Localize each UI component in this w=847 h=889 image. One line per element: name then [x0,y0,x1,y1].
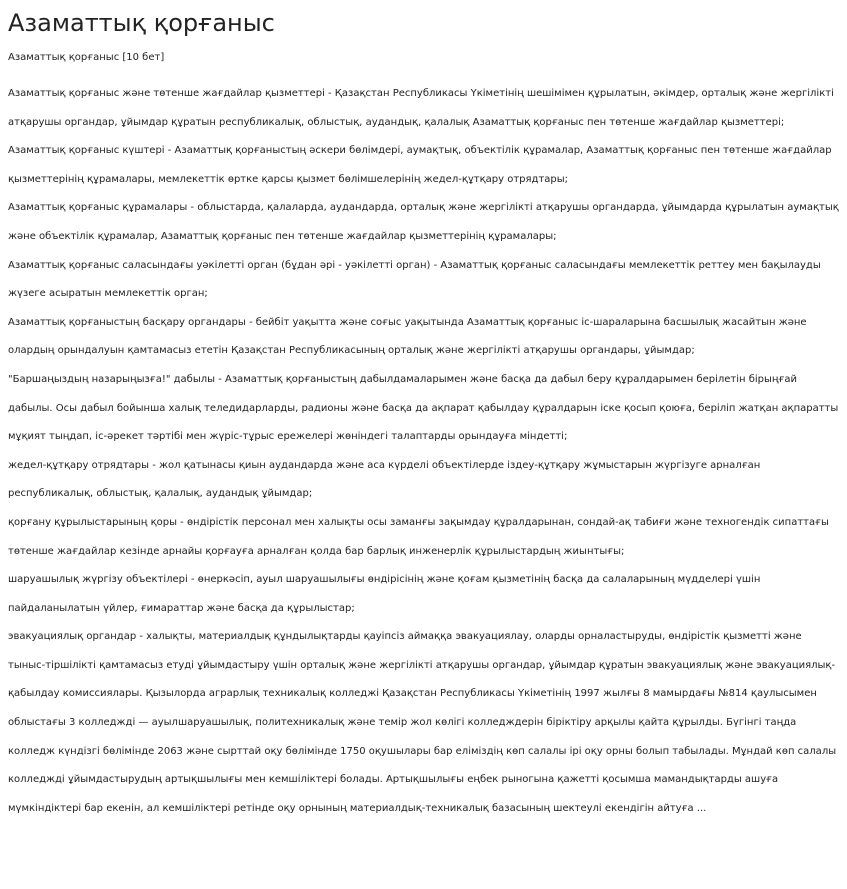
paragraph-rescue-units: жедел-құтқару отрядтары - жол қатынасы қиын аудандарда және аса күрделі объектілерде іздеу-құтқару жұмыстарын жүргізуге арналған республикалық, облыстық, қалалық, аудандық ұйымдар; [8,459,761,500]
paragraph-protective-structures: қорғану құрылыстарының қоры - өндірістік персонал мен халықты осы заманғы зақымдау құралдарынан, сондай-ақ табиғи және техногендік сипаттағы төтенше жағдайлар кезінде арнайы қорғауға арналған қолда бар барлық инженерлік құрылыстардың жиынтығы; [8,516,829,557]
paragraph-evacuation-bodies: эвакуациялық органдар - халықты, материалдық құндылықтарды қауіпсіз аймаққа эвакуациялау, оларды орналастыруды, өндірістік қызметті және тыныс-тіршілікті қамтамасыз етуді ұйымдастыру үшін орталық және жергілікті атқарушы органдар, ұйымдар құратын эвакуациялық және эвакуациялық-қабылдау комиссиялары. Қызылорда аграрлық техникалық колледжі Қазақстан Республикасы Үкіметінің 1997 жылғы 8 мамырдағы №814 қаулысымен облыстағы 3 колледжді — ауылшаруашылық, политехникалық және темір жол көлігі колледждерін біріктіру арқылы қайта құрылды. Бүгінгі таңда колледж күндізгі бөлімінде 2063 және сырттай оқу бөлімінде 1750 оқушылары бар еліміздің көп салалы ірі оқу орны болып табылады. Мұндай көп салалы колледжді ұйымдастырудың артықшылығы мен кемшіліктері болады. Артықшылығы еңбек рыногына қажетті қосымша мамандықтарды ашуға мүмкіндіктері бар екенін, ал кемшіліктері ретінде оқу орнының материалдық-техникалық базасының шектеулі екендігін айтуға ... [8,631,837,814]
paragraph-civil-defense-formations: Азаматтық қорғаныс құрамалары - облыстарда, қалаларда, аудандарда, орталық және жергілікті атқарушы органдарда, ұйымдарда құрылатын аумақтық және объектілік құрамалар, Азаматтық қорғаныс пен төтенше жағдайлар қызметтерінің құрамалары; [8,202,839,242]
paragraph-civil-defense-services: Азаматтық қорғаныс және төтенше жағдайлар қызметтері - Қазақстан Республикасы Үкіметінің шешімімен құрылатын, әкімдер, орталық және жергілікті атқарушы органдар, ұйымдар құратын республикалық, облыстық, аудандық, қалалық Азаматтық қорғаныс пен төтенше жағдайлар қызметтері; [8,88,834,128]
page-title: Азаматтық қорғаныс [8,9,275,37]
paragraph-management-bodies: Азаматтық қорғаныстың басқару органдары - бейбіт уақытта және соғыс уақытында Азаматтық қорғаныс іс-шараларына басшылық жасайтын және олардың орындалуын қамтамасыз ететін Қазақстан Республикасының орталық және жергілікті атқарушы органдары, ұйымдар; [8,316,807,357]
paragraph-attention-signal: "Баршаңыздың назарыңызға!" дабылы - Азаматтық қорғаныстың дабылдамаларымен және басқа да дабыл беру құралдарымен берілетін бірыңғай дабылы. Осы дабыл бойынша халық теледидарларды, радионы және басқа да ақпарат қабылдау құралдарын іске қосып қоюға, беріліп жатқан ақпаратты мұқият тыңдап, іс-әрекет тәртібі мен жүріс-тұрыс ережелері жөніндегі талаптарды орындауға міндетті; [8,373,839,443]
paragraph-civil-defense-forces: Азаматтық қорғаныс күштері - Азаматтық қорғаныстың әскери бөлімдері, аумақтық, объектілік құрамалар, Азаматтық қорғаныс пен төтенше жағдайлар қызметтерінің құрамалары, мемлекеттік өртке қарсы қызмет бөлімшелерінің жедел-құтқару отрядтары; [8,145,832,185]
paragraph-authorized-body: Азаматтық қорғаныс саласындағы уәкілетті орган (бұдан әрі - уәкілетті орган) - Азаматтық қорғаныс саласындағы мемлекеттік реттеу мен бақылауды жүзеге асыратын мемлекеттік орган; [8,259,821,300]
document-body [8,80,839,823]
paragraph-economic-objects: шаруашылық жүргізу объектілері - өнеркәсіп, ауыл шаруашылығы өндірісінің және қоғам қызметінің басқа да салаларының мүдделері үшін пайдаланылатын үйлер, ғимараттар және басқа да құрылыстар; [8,574,761,614]
page-subtitle: Азаматтық қорғаныс [10 бет] [8,52,165,63]
